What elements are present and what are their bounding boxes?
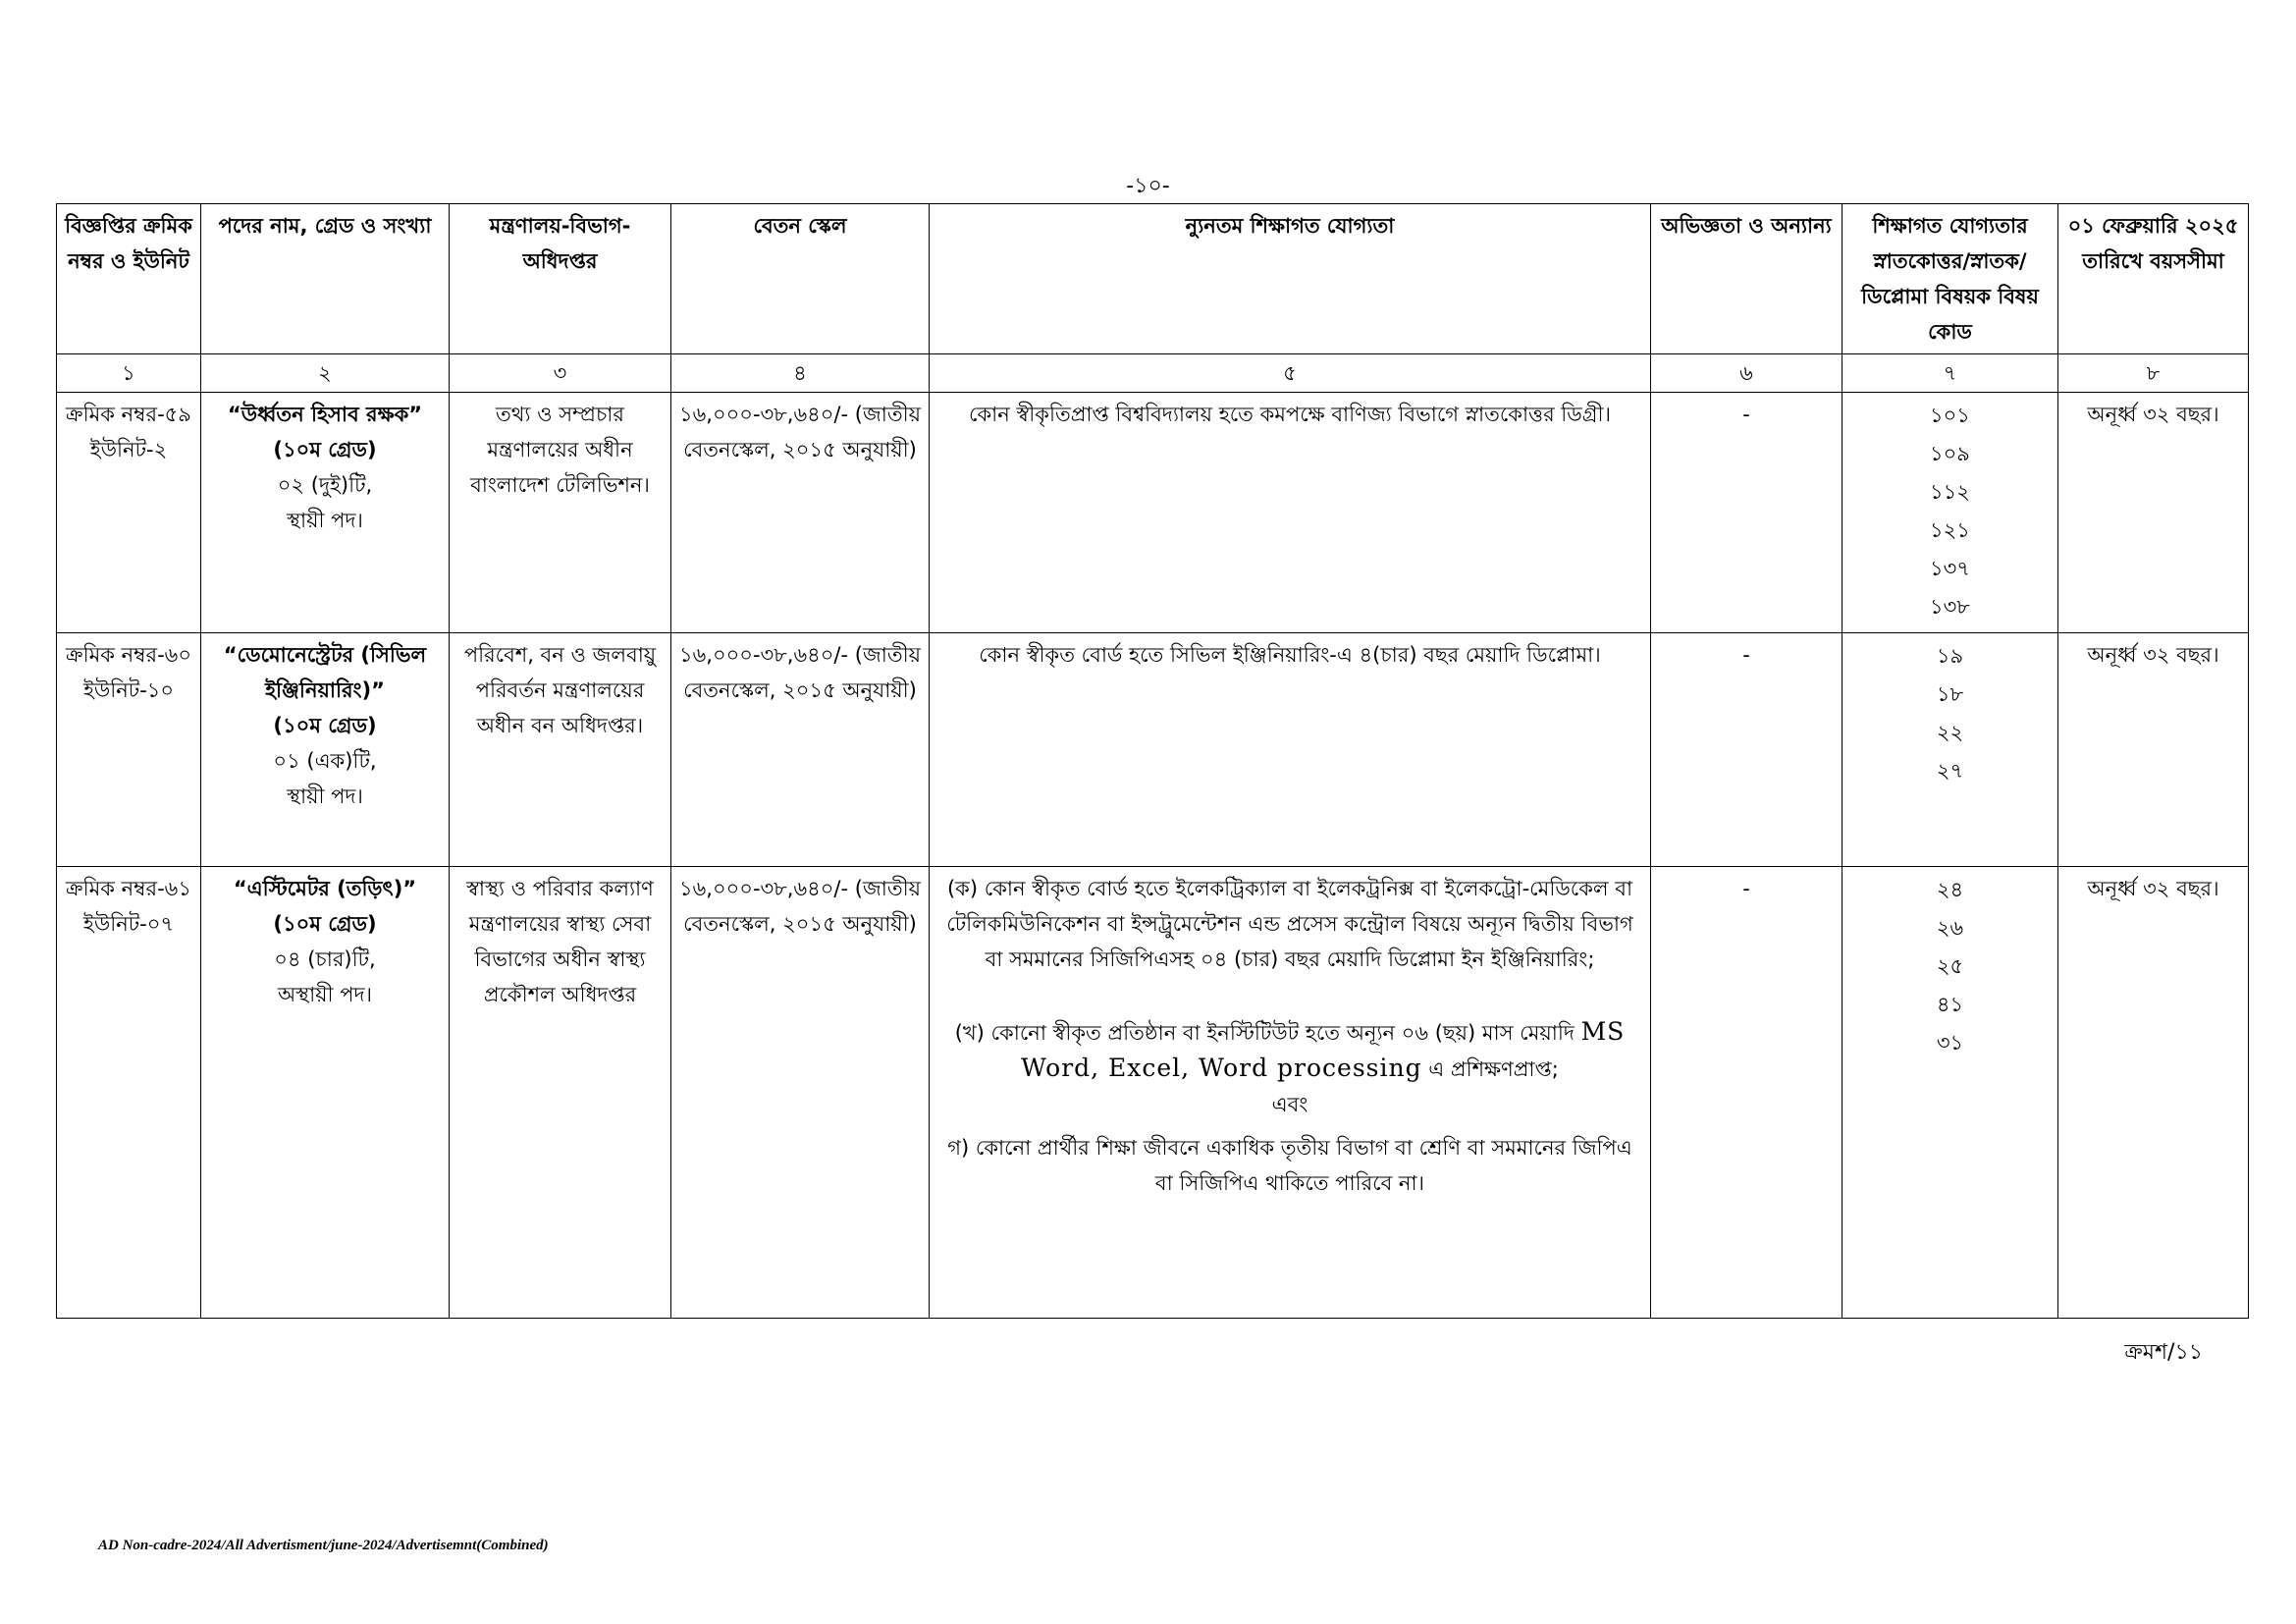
age-limit-cell: অনূর্ধ্ব ৩২ বছর। bbox=[2058, 393, 2249, 633]
column-number: ৭ bbox=[1842, 354, 2058, 393]
ministry-cell: তথ্য ও সম্প্রচার মন্ত্রণালয়ের অধীন বাংলাদেশ টেলিভিশন। bbox=[450, 393, 671, 633]
subject-code: ৩১ bbox=[1936, 1031, 1964, 1055]
header-age-limit: ০১ ফেব্রুয়ারি ২০২৫ তারিখে বয়সসীমা bbox=[2058, 204, 2249, 354]
experience-cell: - bbox=[1651, 867, 1842, 1319]
subject-code: ২২ bbox=[1936, 721, 1964, 744]
qualification-a: (ক) কোন স্বীকৃত বোর্ড হতে ইলেকট্রিক্যাল বা ইলেকট্রনিক্স বা ইলেকট্রো-মেডিকেল বা টেলিকমিউনিকেশন বা ইন্সট্রুমেন্টেশন এন্ড প্রসেস কন্ট্রোল বিষয়ে অন্যূন দ্বিতীয় বিভাগ বা সমমানের সিজিপিএসহ ০৪ (চার) বছর মেয়াদি ডিপ্লোমা ইন ইঞ্জিনিয়ারিং; bbox=[946, 877, 1633, 971]
continued-note: ক্রমশ/১১ bbox=[2124, 1340, 2203, 1365]
experience-cell: - bbox=[1651, 633, 1842, 867]
subject-code: ১০১ bbox=[1930, 404, 1970, 427]
qualification-b-software: MS Word, Excel, Word processing bbox=[1021, 1017, 1626, 1082]
subject-code: ২৫ bbox=[1936, 954, 1964, 978]
subject-code: ১৯ bbox=[1936, 644, 1964, 668]
post-grade: (১০ম গ্রেড) bbox=[273, 714, 377, 737]
post-status: অস্থায়ী পদ। bbox=[277, 983, 373, 1006]
post-count: ০১ (এক)টি, bbox=[273, 749, 377, 773]
post-title: “উর্ধ্বতন হিসাব রক্ষক” bbox=[227, 403, 423, 426]
post-grade: (১০ম গ্রেড) bbox=[273, 438, 377, 461]
footer-path: AD Non-cadre-2024/All Advertisment/june-2024/Advertisemnt(Combined) bbox=[98, 1538, 549, 1553]
subject-code: ২৬ bbox=[1936, 916, 1964, 940]
qualification-cell: কোন স্বীকৃত বোর্ড হতে সিভিল ইঞ্জিনিয়ারিং-এ ৪(চার) বছর মেয়াদি ডিপ্লোমা। bbox=[930, 633, 1651, 867]
subject-code: ১১২ bbox=[1930, 480, 1970, 504]
serial-cell: ক্রমিক নম্বর-৬০ ইউনিট-১০ bbox=[57, 633, 201, 867]
ministry-cell: স্বাস্থ্য ও পরিবার কল্যাণ মন্ত্রণালয়ের স্বাস্থ্য সেবা বিভাগের অধীন স্বাস্থ্য প্রকৌশল অধিদপ্তর bbox=[450, 867, 671, 1319]
serial-cell: ক্রমিক নম্বর-৬১ ইউনিট-০৭ bbox=[57, 867, 201, 1319]
post-status: স্থায়ী পদ। bbox=[287, 785, 363, 808]
subject-code-cell bbox=[1842, 867, 2058, 1319]
header-row bbox=[57, 204, 2249, 354]
header-qualification: ন্যুনতম শিক্ষাগত যোগ্যতা bbox=[930, 204, 1651, 354]
qualification-c: গ) কোনো প্রার্থীর শিক্ষা জীবনে একাধিক তৃতীয় বিভাগ বা শ্রেণি বা সমমানের জিপিএ বা সিজিপিএ থাকিতে পারিবে না। bbox=[947, 1136, 1632, 1195]
table-row bbox=[57, 867, 2249, 1319]
qualification-b-prefix: (খ) কোনো স্বীকৃত প্রতিষ্ঠান বা ইনস্টিটিউট হতে অন্যূন ০৬ (ছয়) মাস মেয়াদি bbox=[954, 1021, 1575, 1045]
post-cell bbox=[201, 867, 450, 1319]
job-circular-table bbox=[56, 203, 2249, 1319]
pay-scale-cell: ১৬,০০০-৩৮,৬৪০/- (জাতীয় বেতনস্কেল, ২০১৫ অনুযায়ী) bbox=[671, 393, 930, 633]
post-grade: (১০ম গ্রেড) bbox=[273, 912, 377, 936]
header-serial: বিজ্ঞপ্তির ক্রমিক নম্বর ও ইউনিট bbox=[57, 204, 201, 354]
column-number-row bbox=[57, 354, 2249, 393]
column-number: ২ bbox=[201, 354, 450, 393]
post-cell bbox=[201, 393, 450, 633]
subject-code: ১৩৭ bbox=[1930, 557, 1970, 580]
subject-code: ১০৯ bbox=[1930, 442, 1970, 465]
subject-code: ১২১ bbox=[1930, 518, 1970, 542]
qualification-and: এবং bbox=[1271, 1093, 1308, 1116]
column-number: ৫ bbox=[930, 354, 1651, 393]
header-pay-scale: বেতন স্কেল bbox=[671, 204, 930, 354]
post-cell bbox=[201, 633, 450, 867]
pay-scale-cell: ১৬,০০০-৩৮,৬৪০/- (জাতীয় বেতনস্কেল, ২০১৫ অনুযায়ী) bbox=[671, 633, 930, 867]
pay-scale-cell: ১৬,০০০-৩৮,৬৪০/- (জাতীয় বেতনস্কেল, ২০১৫ অনুযায়ী) bbox=[671, 867, 930, 1319]
table-row bbox=[57, 633, 2249, 867]
subject-code: ২৭ bbox=[1936, 759, 1964, 783]
qualification-b-suffix: এ প্রশিক্ষণপ্রাপ্ত; bbox=[1428, 1057, 1559, 1081]
subject-code: ৪১ bbox=[1936, 993, 1964, 1016]
post-title: “এস্টিমেটর (তড়িৎ)” bbox=[233, 877, 417, 900]
table-row bbox=[57, 393, 2249, 633]
age-limit-cell: অনূর্ধ্ব ৩২ বছর। bbox=[2058, 867, 2249, 1319]
page-number: -১০- bbox=[1126, 174, 1170, 198]
age-limit-cell: অনূর্ধ্ব ৩২ বছর। bbox=[2058, 633, 2249, 867]
header-experience: অভিজ্ঞতা ও অন্যান্য bbox=[1651, 204, 1842, 354]
post-count: ০৪ (চার)টি, bbox=[274, 947, 376, 971]
header-post: পদের নাম, গ্রেড ও সংখ্যা bbox=[201, 204, 450, 354]
header-ministry: মন্ত্রণালয়-বিভাগ-অধিদপ্তর bbox=[450, 204, 671, 354]
qualification-cell: কোন স্বীকৃতিপ্রাপ্ত বিশ্ববিদ্যালয় হতে কমপক্ষে বাণিজ্য বিভাগে স্নাতকোত্তর ডিগ্রী। bbox=[930, 393, 1651, 633]
column-number: ১ bbox=[57, 354, 201, 393]
column-number: ৮ bbox=[2058, 354, 2249, 393]
subject-code-cell bbox=[1842, 633, 2058, 867]
subject-code: ২৪ bbox=[1936, 878, 1964, 901]
column-number: ৪ bbox=[671, 354, 930, 393]
experience-cell: - bbox=[1651, 393, 1842, 633]
post-count: ০২ (দুই)টি, bbox=[277, 473, 373, 497]
column-number: ৬ bbox=[1651, 354, 1842, 393]
column-number: ৩ bbox=[450, 354, 671, 393]
post-status: স্থায়ী পদ। bbox=[287, 509, 363, 532]
subject-code: ১৩৮ bbox=[1930, 595, 1970, 619]
subject-code-cell bbox=[1842, 393, 2058, 633]
serial-cell: ক্রমিক নম্বর-৫৯ ইউনিট-২ bbox=[57, 393, 201, 633]
post-title: “ডেমোনেস্ট্রেটর (সিভিল ইঞ্জিনিয়ারিং)” bbox=[223, 643, 427, 702]
header-subject-code: শিক্ষাগত যোগ্যতার স্নাতকোত্তর/স্নাতক/ ডিপ্লোমা বিষয়ক বিষয় কোড bbox=[1842, 204, 2058, 354]
qualification-cell bbox=[930, 867, 1651, 1319]
subject-code: ১৮ bbox=[1936, 682, 1964, 706]
qualification-b bbox=[937, 1014, 1642, 1087]
ministry-cell: পরিবেশ, বন ও জলবায়ু পরিবর্তন মন্ত্রণালয়ের অধীন বন অধিদপ্তর। bbox=[450, 633, 671, 867]
